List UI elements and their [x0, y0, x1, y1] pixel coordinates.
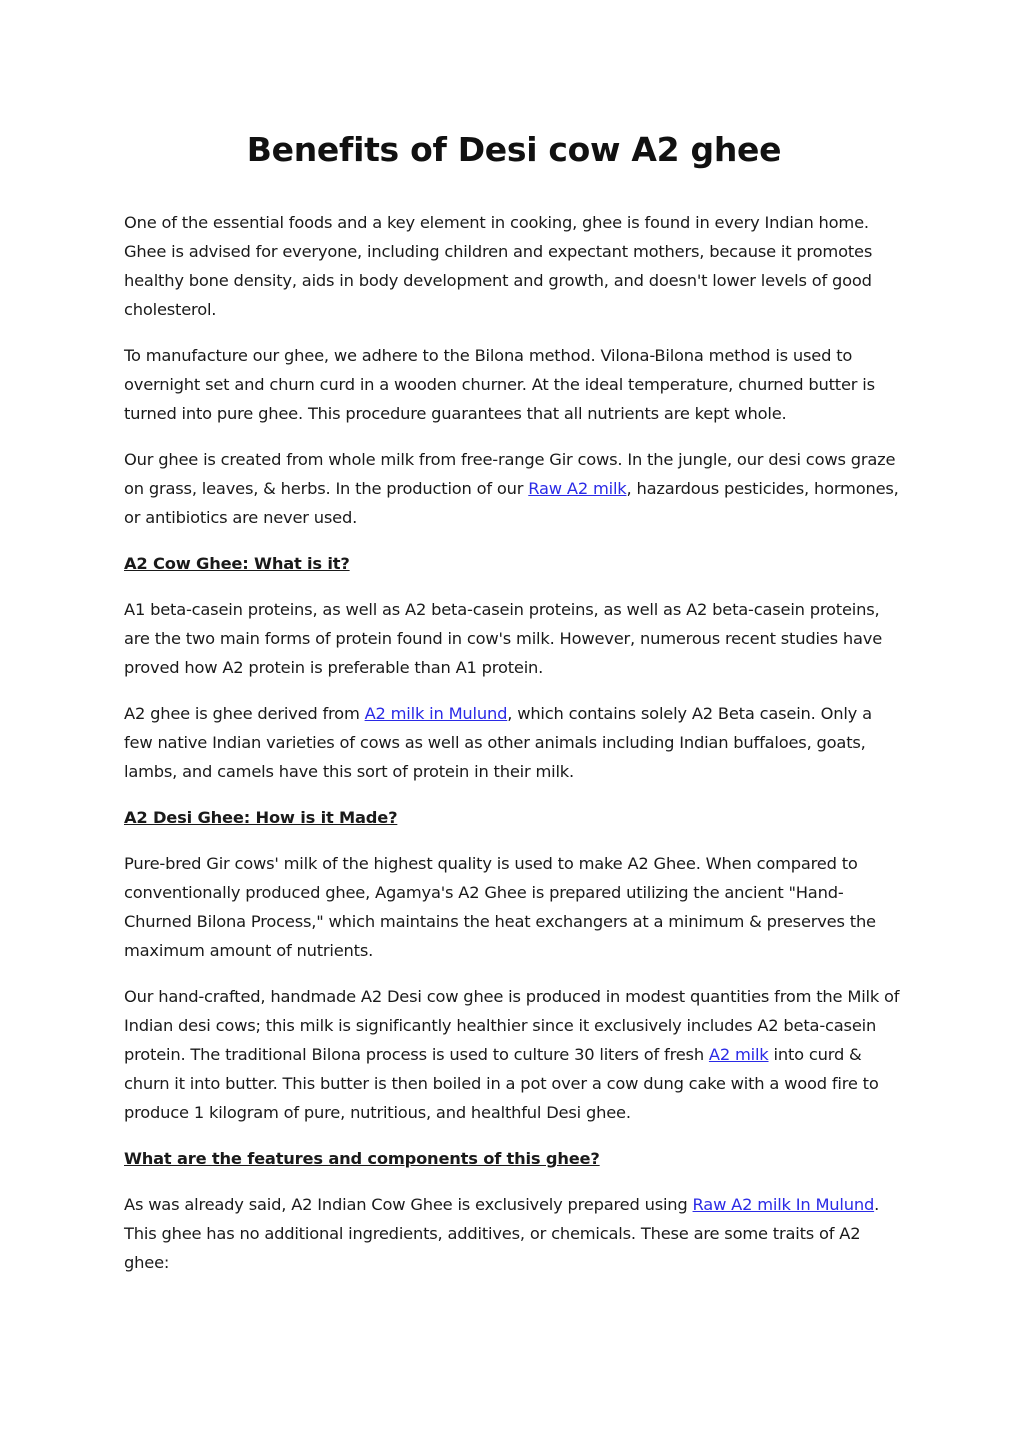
raw-a2-milk-in-mulund-link[interactable]: Raw A2 milk In Mulund	[692, 1195, 875, 1214]
a2-milk-in-mulund-link[interactable]: A2 milk in Mulund	[364, 704, 508, 723]
raw-a2-milk-link[interactable]: Raw A2 milk	[528, 479, 627, 498]
paragraph-bilona-method: To manufacture our ghee, we adhere to the Bilona method. Vilona-Bilona method is used to overnight set and churn curd in a wooden churner. At the ideal temperature, churned butter is turned into pure ghee. This procedure guarantees that all nutrients are kept whole.	[124, 346, 875, 423]
section-heading-how-is-it-made: A2 Desi Ghee: How is it Made?	[124, 808, 398, 827]
paragraph-text: Our ghee is created from whole milk from free-range Gir cows. In the jungle, our desi cows graze on grass, leaves, & herbs. In the production of our	[124, 450, 896, 498]
paragraph-traits	[124, 1190, 904, 1277]
paragraph-gir-cows	[124, 445, 904, 532]
paragraph-text: , which contains solely A2 Beta casein. Only a few native Indian varieties of cows as well as other animals including Indian buffaloes, goats, lambs, and camels have this sort of protein in their milk.	[124, 704, 872, 781]
paragraph-text: A2 ghee is ghee derived from	[124, 704, 365, 723]
section-heading-features: What are the features and components of this ghee?	[124, 1149, 600, 1168]
paragraph-hand-crafted	[124, 982, 904, 1127]
paragraph-text: Our hand-crafted, handmade A2 Desi cow ghee is produced in modest quantities from the Milk of Indian desi cows; this milk is significantly healthier since it exclusively includes A2 beta-casein protein. The traditional Bilona process is used to culture 30 liters of fresh	[124, 987, 900, 1064]
section-heading-what-is-it: A2 Cow Ghee: What is it?	[124, 554, 350, 573]
paragraph-text: As was already said, A2 Indian Cow Ghee is exclusively prepared using	[124, 1195, 693, 1214]
page-title: Benefits of Desi cow A2 ghee	[246, 130, 782, 169]
a2-milk-link[interactable]: A2 milk	[708, 1045, 769, 1064]
paragraph-intro: One of the essential foods and a key element in cooking, ghee is found in every Indian home. Ghee is advised for everyone, including children and expectant mothers, because it promotes healthy bone density, aids in body development and growth, and doesn't lower levels of good cholesterol.	[124, 213, 873, 319]
paragraph-text: . This ghee has no additional ingredients, additives, or chemicals. These are some traits of A2 ghee:	[124, 1195, 880, 1272]
document-page	[124, 122, 904, 1294]
paragraph-pure-bred: Pure-bred Gir cows' milk of the highest quality is used to make A2 Ghee. When compared to conventionally produced ghee, Agamya's A2 Ghee is prepared utilizing the ancient "Hand-Churned Bilona Process," which maintains the heat exchangers at a minimum & preserves the maximum amount of nutrients.	[124, 854, 876, 960]
paragraph-text: , hazardous pesticides, hormones, or antibiotics are never used.	[124, 479, 899, 527]
paragraph-a2-ghee-derived	[124, 699, 904, 786]
paragraph-text: into curd & churn it into butter. This butter is then boiled in a pot over a cow dung cake with a wood fire to produce 1 kilogram of pure, nutritious, and healthful Desi ghee.	[124, 1045, 879, 1122]
paragraph-beta-casein: A1 beta-casein proteins, as well as A2 beta-casein proteins, as well as A2 beta-casein proteins, are the two main forms of protein found in cow's milk. However, numerous recent studies have proved how A2 protein is preferable than A1 protein.	[124, 600, 883, 677]
